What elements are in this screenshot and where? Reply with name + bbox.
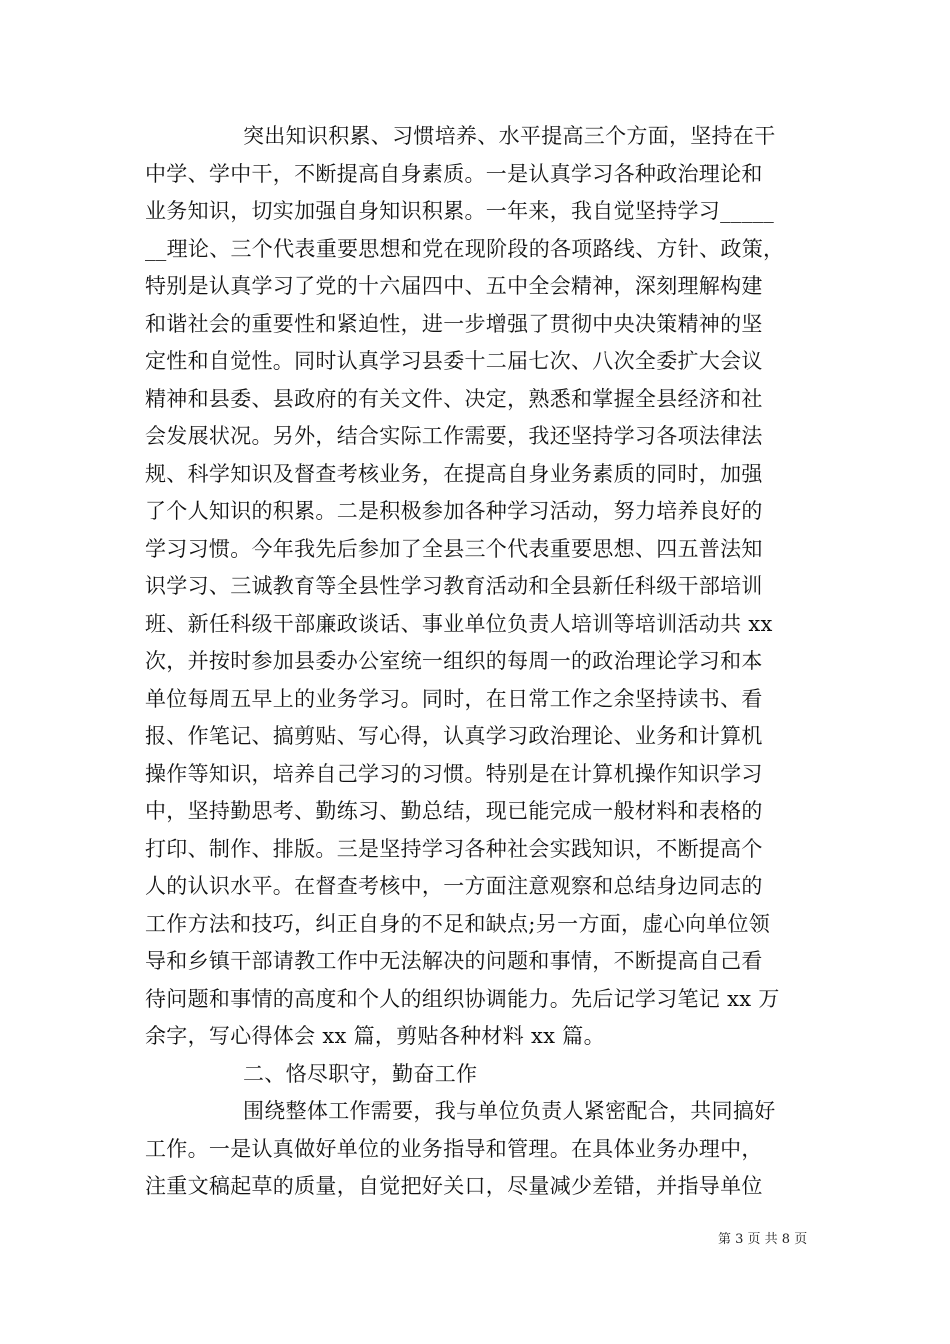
paragraph-line: 班、新任科级干部廉政谈话、事业单位负责人培训等培训活动共 xx [145, 611, 773, 636]
paragraph-line: 精神和县委、县政府的有关文件、决定，熟悉和掌握全县经济和社 [145, 386, 763, 411]
paragraph-line: 中，坚持勤思考、勤练习、勤总结，现已能完成一般材料和表格的 [145, 799, 763, 823]
paragraph-line: 单位每周五早上的业务学习。同时，在日常工作之余坚持读书、看 [145, 686, 763, 711]
paragraph-line: 围绕整体工作需要，我与单位负责人紧密配合，共同搞好 [243, 1099, 776, 1123]
paragraph-line: 突出知识积累、习惯培养、水平提高三个方面，坚持在干 [243, 124, 776, 148]
paragraph-line: 次，并按时参加县委办公室统一组织的每周一的政治理论学习和本 [145, 649, 763, 673]
section-heading: 二、恪尽职守，勤奋工作 [243, 1061, 478, 1086]
paragraph-line: 打印、制作、排版。三是坚持学习各种社会实践知识，不断提高个 [145, 836, 763, 861]
paragraph-line: 注重文稿起草的质量，自觉把好关口，尽量减少差错，并指导单位 [145, 1174, 763, 1198]
paragraph-line: 学习习惯。今年我先后参加了全县三个代表重要思想、四五普法知 [145, 536, 763, 561]
paragraph-line: 业务知识，切实加强自身知识积累。一年来，我自觉坚持学习_____ [145, 199, 775, 223]
paragraph-line: 特别是认真学习了党的十六届四中、五中全会精神，深刻理解构建 [145, 274, 763, 298]
body-text [145, 118, 811, 1206]
paragraph-line: 定性和自觉性。同时认真学习县委十二届七次、八次全委扩大会议 [145, 349, 763, 373]
paragraph-line: 人的认识水平。在督查考核中，一方面注意观察和总结身边同志的 [145, 874, 763, 898]
paragraph-line: 了个人知识的积累。二是积极参加各种学习活动，努力培养良好的 [145, 499, 763, 523]
paragraph-line: __理论、三个代表重要思想和党在现阶段的各项路线、方针、政策， [145, 236, 785, 261]
paragraph-line: 和谐社会的重要性和紧迫性，进一步增强了贯彻中央决策精神的坚 [145, 311, 763, 336]
paragraph-line: 识学习、三诚教育等全县性学习教育活动和全县新任科级干部培训 [145, 574, 763, 598]
paragraph-line: 导和乡镇干部请教工作中无法解决的问题和事情，不断提高自己看 [145, 949, 763, 973]
paragraph-line: 工作。一是认真做好单位的业务指导和管理。在具体业务办理中， [145, 1136, 763, 1161]
paragraph-line: 中学、学中干，不断提高自身素质。一是认真学习各种政治理论和 [145, 161, 763, 186]
paragraph-line: 操作等知识，培养自己学习的习惯。特别是在计算机操作知识学习 [145, 761, 763, 786]
paragraph-line: 工作方法和技巧，纠正自身的不足和缺点;另一方面，虚心向单位领 [145, 911, 771, 936]
paragraph-line: 会发展状况。另外，结合实际工作需要，我还坚持学习各项法律法 [145, 424, 763, 448]
page-number: 第 3 页 共 8 页 [718, 1232, 808, 1247]
paragraph-line: 待问题和事情的高度和个人的组织协调能力。先后记学习笔记 xx 万 [145, 986, 780, 1011]
paragraph-line: 报、作笔记、搞剪贴、写心得，认真学习政治理论、业务和计算机 [145, 724, 763, 748]
paragraph-line: 规、科学知识及督查考核业务，在提高自身业务素质的同时，加强 [145, 461, 763, 486]
paragraph-line: 余字，写心得体会 xx 篇，剪贴各种材料 xx 篇。 [145, 1024, 605, 1048]
